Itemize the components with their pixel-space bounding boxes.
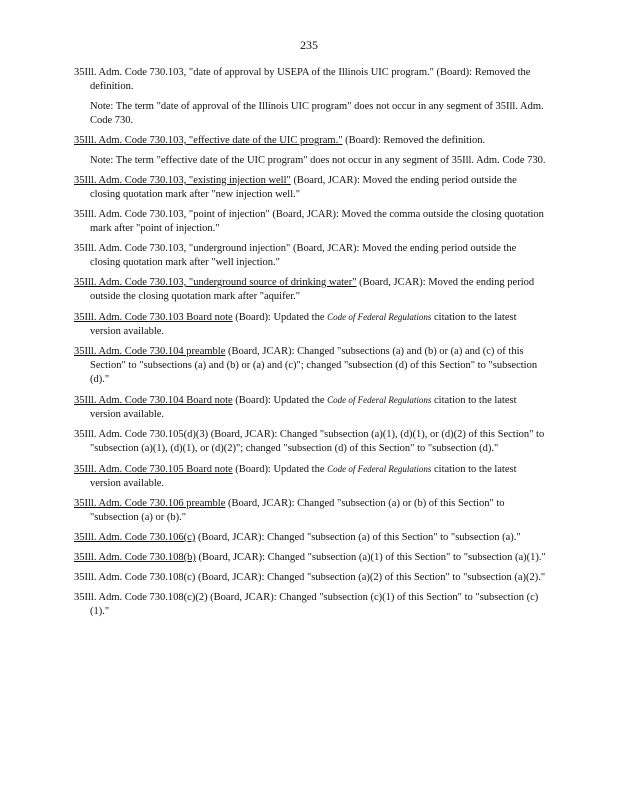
entry-text: (Board, JCAR): Changed "subsection (a) or (b) of this Section" to "subsection (a) or (b)." xyxy=(90,498,505,523)
underlined-citation: 35Ill. Adm. Code 730.104 preamble xyxy=(74,346,226,357)
amendment-entry xyxy=(74,393,546,422)
amendment-entry xyxy=(74,276,546,304)
amendment-entry xyxy=(74,66,546,94)
amendment-entry xyxy=(74,551,546,565)
entry-text: (Board): Updated the xyxy=(232,312,328,323)
entry-text: 35Ill. Adm. Code 730.108(c) (Board, JCAR): Changed "subsection (a)(2) of this Section" to "subsection (a)(2)." xyxy=(74,572,546,583)
amendment-entry xyxy=(74,208,546,236)
underlined-citation: 35Ill. Adm. Code 730.106 preamble xyxy=(74,498,226,509)
entry-tail-text: citation to the latest version available. xyxy=(90,312,517,337)
entry-text: Note: The term "effective date of the UIC program" does not occur in any segment of 35Ill. Adm. Code 730. xyxy=(90,155,546,166)
amendment-entry xyxy=(74,134,546,148)
underlined-citation: 35Ill. Adm. Code 730.103 Board note xyxy=(74,312,233,323)
note-paragraph xyxy=(74,154,546,168)
entry-text: 35Ill. Adm. Code 730.105(d)(3) (Board, JCAR): Changed "subsection (a)(1), (d)(1), or (d)(2) of this Section" to "subsection (a)(1), (d)(1), or (d)(2)"; changed "subsection (d) of this Section" to "subsection (d)." xyxy=(74,429,545,454)
underlined-citation: 35Ill. Adm. Code 730.105 Board note xyxy=(74,464,233,475)
underlined-citation: 35Ill. Adm. Code 730.103, "underground source of drinking water" xyxy=(74,277,357,288)
entry-text: 35Ill. Adm. Code 730.103, "point of injection" (Board, JCAR): Moved the comma outside the closing quotation mark after "point of injection." xyxy=(74,209,544,234)
amendment-entry xyxy=(74,428,546,456)
note-paragraph xyxy=(74,100,546,128)
entry-text: (Board, JCAR): Moved the ending period outside the closing quotation mark after "new injection well." xyxy=(90,175,517,200)
entry-tail-text: citation to the latest version available. xyxy=(90,395,517,420)
italic-citation: Code of Federal Regulations xyxy=(327,312,432,322)
amendment-entry xyxy=(74,531,546,545)
page-number: 235 xyxy=(300,38,318,52)
italic-citation: Code of Federal Regulations xyxy=(327,395,432,405)
entry-text: (Board): Updated the xyxy=(232,395,328,406)
underlined-citation: 35Ill. Adm. Code 730.108(b) xyxy=(74,552,196,563)
amendment-entry xyxy=(74,174,546,202)
underlined-citation: 35Ill. Adm. Code 730.106(c) xyxy=(74,532,196,543)
underlined-citation: 35Ill. Adm. Code 730.103, "effective date of the UIC program." xyxy=(74,135,343,146)
entry-text: (Board, JCAR): Changed "subsection (a)(1) of this Section" to "subsection (a)(1)." xyxy=(195,552,546,563)
entry-text: (Board, JCAR): Moved the ending period outside the closing quotation mark after "aquifer." xyxy=(90,277,535,302)
amendment-entry xyxy=(74,497,546,525)
entry-text: (Board): Removed the definition. xyxy=(342,135,486,146)
entry-text: 35Ill. Adm. Code 730.103, "underground injection" (Board, JCAR): Moved the ending period outside the closing quotation mark after "well injection." xyxy=(74,243,517,268)
amendment-entry xyxy=(74,571,546,585)
amendment-entry xyxy=(74,242,546,270)
amendment-entry xyxy=(74,462,546,491)
underlined-citation: 35Ill. Adm. Code 730.104 Board note xyxy=(74,395,233,406)
entry-tail-text: citation to the latest version available. xyxy=(90,464,517,489)
entry-text: (Board): Updated the xyxy=(232,464,328,475)
entry-text: Note: The term "date of approval of the Illinois UIC program" does not occur in any segment of 35Ill. Adm. Code 730. xyxy=(90,101,544,126)
amendment-entry xyxy=(74,310,546,339)
entry-text: (Board, JCAR): Changed "subsections (a) and (b) or (a) and (c) of this Section" to "subsections (a) and (b) or (a) and (c)"; changed "subsection (d) of this Section" to "subsection (d)." xyxy=(90,346,538,385)
underlined-citation: 35Ill. Adm. Code 730.103, "existing injection well" xyxy=(74,175,291,186)
amendment-entry xyxy=(74,345,546,387)
document-body xyxy=(74,66,546,625)
amendment-entry xyxy=(74,591,546,619)
entry-text: 35Ill. Adm. Code 730.103, "date of approval by USEPA of the Illinois UIC program." (Board): Removed the definition. xyxy=(74,67,531,92)
italic-citation: Code of Federal Regulations xyxy=(327,464,432,474)
entry-text: 35Ill. Adm. Code 730.108(c)(2) (Board, JCAR): Changed "subsection (c)(1) of this Section" to "subsection (c)(1)." xyxy=(74,592,539,617)
entry-text: (Board, JCAR): Changed "subsection (a) of this Section" to "subsection (a)." xyxy=(195,532,521,543)
